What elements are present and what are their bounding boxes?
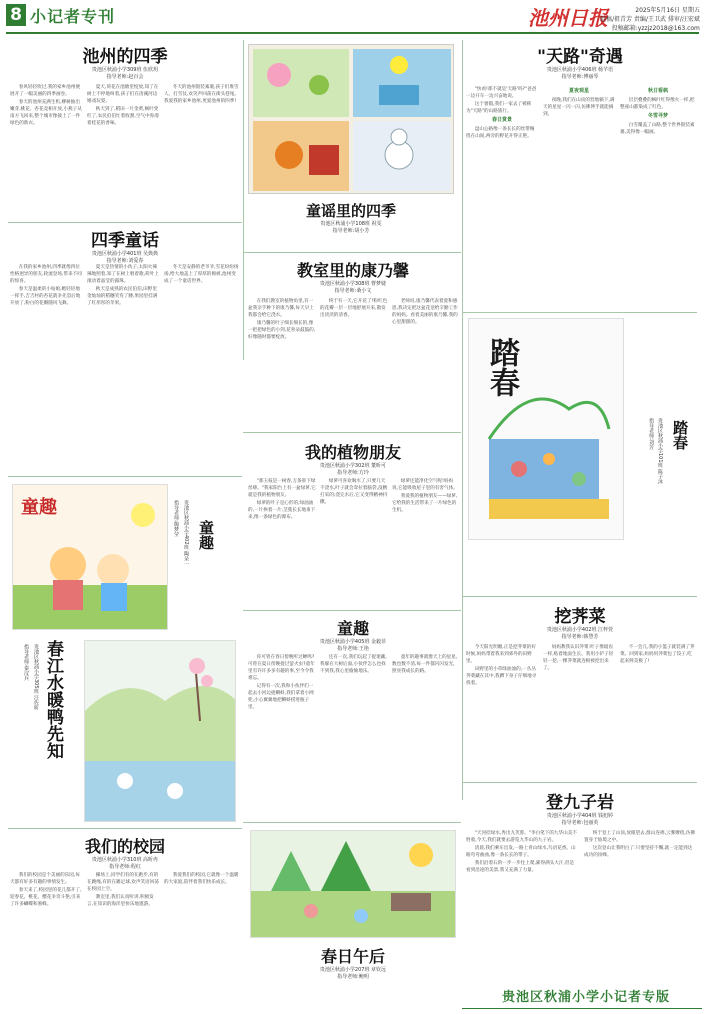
article-title: 春日午后 [320, 947, 385, 966]
article-teacher: 指导老师:陶梦莹 [173, 500, 179, 537]
issue-info [600, 6, 700, 33]
article-title: 童趣 [336, 619, 369, 638]
article-title: 四季童话 [91, 231, 159, 251]
article-body: 夏夜观星 夜晚,我们在山顶的营地躺下,满天的星星一闪一闪,仿佛伸手就能摘到。 [543, 88, 615, 117]
article-teacher: 指导老师:包丽英 [561, 820, 599, 826]
article-body: "快看!那不就是'天路'吗?"爸爸一边开车一边兴奋地说。 这个暑假,我们一家去了被称为"天路"的山路旅行。 春日赏景 盘山公路像一条长长的丝带缠绕在山间,两旁的野花开得正艳。 [466, 87, 537, 139]
article-teacher: 指导老师:秦汉兵 [23, 644, 29, 681]
article-byline: 贵池区秋浦小学404班 钱旭婷 [546, 813, 614, 819]
divider [462, 40, 463, 800]
article-body: "那玉枝是一树春,万条垂下绿丝绦。"我家阳台上有一盆绿萝,它就是我的植物朋友。 绿萝的叶子是心形的,绿油油的,一片挨着一片,茎蔓长长地垂下来,像一条绿色的瀑布。 [248, 479, 316, 520]
article-byline: 贵池区秋浦小学309班 伍欣玥 [91, 67, 159, 73]
article-title: 童谣里的四季 [305, 202, 396, 220]
article-body: 你可曾在春日傍晚听过蝉鸣?可曾在夏日傍晚捉过萤火虫?童年里有许许多多有趣的事,至今令我难忘。 记得有一次,我和小伙伴们一起去小河边捉蝌蚪,我们拿着小网兜,小心翼翼地把蝌蚪捞进瓶子里。 [248, 655, 315, 710]
article-teacher: 指导老师:程红 [109, 864, 141, 870]
article-byline: 贵池区秋浦小学108班 祝雯 [320, 221, 382, 227]
article-title: 我们的校园 [84, 837, 165, 856]
article-body: 夏天是热情的小伙子,太阳火辣辣地照着,知了在树上唱着歌,荷叶上滚动着晶莹的露珠。 秋天是成熟的农民伯伯,田野里金灿灿的稻穗笑弯了腰,果园里挂满了红彤彤的苹果。 [87, 265, 159, 306]
article-body: 妈妈教我认识荠菜:叶子像锯齿一样,贴着地面生长。我用小铲子轻轻一挖,一棵荠菜就连根被挖出来了。 [543, 645, 614, 671]
edition-footer: 贵池区秋浦小学小记者专版 [501, 990, 670, 1005]
painting-spring-outing [468, 318, 624, 540]
painting-childhood-fun [12, 484, 168, 630]
article-teacher: 指导老师:鲍明 [337, 974, 369, 980]
article-title: 踏春 [671, 420, 689, 450]
newspaper-logo: 池州日报 [528, 6, 608, 30]
article-body: 终于有一天,它开花了!粉红色的花瓣一层一层地舒展开来,散发出淡淡的清香。 [320, 299, 388, 318]
article-teacher: 指导老师:赵百会 [106, 74, 144, 80]
divider [463, 312, 697, 313]
divider [243, 610, 461, 611]
article-teacher: 指导老师:韩慧芳 [561, 634, 599, 640]
article-ballad-seasons [248, 200, 454, 235]
article-byline: 贵池区秋浦小学310班 高昕冉 [91, 857, 159, 863]
article-shepherds-purse [463, 602, 697, 641]
article-carnation [244, 258, 462, 295]
article-body: 冬天是安静的老爷爷,雪花纷纷扬扬,给大地盖上了厚厚的棉被,池州变成了一个童话世界。 [164, 265, 239, 284]
article-byline: 贵池区秋浦小学308班 曹梦婕 [319, 281, 387, 287]
article-byline: 贵池区秋浦小学302班 董昕可 [319, 463, 387, 469]
article-teacher: 指导老师:胡小芳 [332, 228, 370, 234]
divider [243, 432, 461, 433]
painting-calligraphy: 踏春 [484, 337, 519, 397]
article-byline: 贵池区秋浦小学405班 金毅菲 [319, 639, 387, 645]
article-byline: 贵池区秋浦小学402班 江梓萱 [546, 627, 614, 633]
article-our-campus [8, 834, 242, 871]
painting-calligraphy: 童趣 [21, 497, 57, 518]
article-byline: 贵池区秋浦小学207班 章钦远 [319, 967, 387, 973]
article-plant-friend [244, 440, 462, 477]
article-body: 今天阳光明媚,正是挖荠菜的好时候,妈妈带着我来到郊外的田野里。 田野里的小草绿油油的,一丛丛荠菜藏在其中,我蹲下身子仔细地寻找着。 [466, 645, 537, 686]
article-title: 童趣 [197, 520, 215, 550]
article-title: 挖荠菜 [554, 607, 606, 627]
painting-spring-afternoon [250, 830, 456, 938]
divider [8, 828, 242, 829]
article-teacher: 指导老师:傅丽琴 [561, 74, 599, 80]
divider [243, 40, 244, 360]
article-teacher: 指导老师:王艳 [337, 646, 369, 652]
article-body: 夏天,荷花在池塘里绽放,知了在树上不停地叫着,孩子们在清溪河边嬉戏玩耍。 秋天到了,稻田一片金黄,枫叶变红了,农民伯伯忙着收割,空气中弥漫着桂花的香味。 [87, 85, 159, 126]
subheading: 春日赏景 [491, 117, 512, 123]
article-teacher: 指导老师:刘芳 [648, 418, 654, 450]
article-body: 操场上,同学们有的在跑步,有的在跳绳,有的在踢足球,欢声笑语回荡在校园上空。 教室里,我们认真听讲,积极发言,在知识的海洋里快乐地遨游。 [87, 873, 159, 907]
article-teacher: 指导老师:刘爱春 [106, 258, 144, 264]
article-body: "天河挂绿水,秀出九芙蓉。"李白笔下的九华山美不胜收,今天,我们就要去游览九华山的九子岩。 清晨,我们乘车出发,一路上青山绿水,鸟语花香。山路弯弯曲曲,像一条长长的带子。 我们沿着石阶一步一步往上爬,累得满头大汗,但是看到沿途的美景,我又充满了力量。 [466, 831, 577, 873]
article-body: 还有一次,我们玩起了捉迷藏,我躲在大树后面,小伙伴怎么也找不到我,我心里偷偷地乐。 [320, 655, 387, 674]
page-number: 8 [6, 4, 26, 26]
article-byline: 贵池区秋浦小学401班 吴典典 [91, 251, 159, 257]
article-spring-afternoon [248, 944, 458, 981]
submit-email: 投稿邮箱:yzzjz2018@163.com [611, 25, 700, 32]
article-title: "天路"奇遇 [537, 47, 623, 67]
article-chizhou-seasons [8, 42, 242, 81]
article-jiuziyan [463, 788, 697, 827]
article-title: 春江水暖鸭先知 [43, 640, 63, 759]
article-title: 我的植物朋友 [304, 443, 401, 462]
article-byline: 贵池区秋浦小学406班 杨芊语 [546, 67, 614, 73]
section-title: 小记者专刊 [30, 7, 116, 26]
divider [243, 822, 461, 823]
article-title: 教室里的康乃馨 [296, 261, 409, 280]
article-title: 池州的四季 [82, 47, 168, 67]
article-childhood [244, 616, 462, 653]
divider [463, 782, 697, 783]
article-byline: 贵池区秋浦小学101班 陈子沐 [657, 418, 663, 485]
article-body: 我们的校园是个美丽的乐园,每天都有好多有趣的事情发生。 春天来了,校园里的花儿都开了,迎春花、桃花、樱花争奇斗艳,引来了许多蝴蝶和蜜蜂。 [10, 873, 82, 907]
article-body: 老师说,康乃馨代表着爱和感恩,我决定把这盆花送给辛勤工作的妈妈。看着美丽的康乃馨,我的心里甜甜的。 [392, 299, 458, 325]
issue-date: 2025年5月16日 星期五 [635, 7, 700, 14]
article-teacher: 指导老师:桑小文 [334, 288, 372, 294]
painting-ducks-illustration [85, 641, 236, 822]
divider [243, 252, 461, 253]
article-body: 绿萝还能净化空气呢!妈妈说,它能吸收屋子里的有害气体。 我爱我的植物朋友——绿萝,它给我的生活带来了一片绿色的生机。 [392, 479, 458, 513]
subheading: 冬雪寻梦 [647, 113, 668, 119]
painting-afternoon-illustration [251, 831, 456, 938]
painting-seasons [248, 44, 454, 194]
article-body: 在我的家乡池州,四季就像四位性格迥异的朋友,轮流登场,带来不同的惊喜。 春天是温柔的小姑娘,她轻轻地一挥手,吉吉村的杏花就争先恐后地开放了,粉白的花瓣随风飞舞。 [10, 265, 82, 306]
article-body: 绿萝可喜欢喝水了,只要几天不浇水,叶子就会耷拉着脑袋,没精打采的;浇完水后,它又变得精神抖擞。 [320, 479, 388, 505]
painting-ducks-river [84, 640, 236, 822]
article-sky-road [463, 42, 697, 81]
header-rule [6, 32, 699, 34]
painting-seasons-illustration [249, 45, 454, 194]
article-byline: 贵池区秋浦小学402班 陶朵一 [183, 500, 189, 567]
article-body: 冬天的池州银装素裹,孩子们堆雪人、打雪仗,欢笑声回荡在街头巷尾。我爱我的家乡池州,更爱池州的四季! [164, 85, 239, 104]
article-body: 终于登上了山顶,放眼望去,群山连绵,云雾缭绕,仿佛置身于仙境之中。 这次登山让我明白了:只要坚持不懈,就一定能到达成功的顶峰。 [584, 831, 696, 858]
editors: 组稿/祖青芳 责编/王卫武 排审/汪宏斌 [600, 16, 700, 23]
article-body: 我爱我们的校园,它就像一个温暖的大家庭,陪伴着我们快乐成长。 [164, 873, 239, 885]
article-body: 在我们教室的植物角里,有一盆我亲手种下的康乃馨,每天早上我都会给它浇水。 康乃馨的叶子细长细长的,像一把把绿色的小剑,花骨朵鼓鼓的,好像随时都要绽放。 [248, 299, 316, 340]
article-body: 童年的趣事就像天上的星星,数也数不清,每一件都闪闪发光,照亮我成长的路。 [392, 655, 458, 674]
article-body: 秋日看枫 层层叠叠的枫叶红得像火一样,把整座山都染成了红色。 冬雪寻梦 白雪覆盖了山路,整个世界银装素裹,美得像一幅画。 [620, 88, 695, 135]
subheading: 秋日看枫 [647, 88, 668, 94]
article-body: 春风轻轻吹过,我的家乡池州便展开了一幅美丽的四季画卷。 春天的池州充满生机,柳树抽出嫩芽,桃花、杏花竞相开放,小燕子从南方飞回来,整个城市像披上了一件绿色的新衣。 [10, 85, 82, 126]
article-title: 登九子岩 [546, 793, 614, 813]
article-seasons-fairytale [8, 226, 242, 265]
article-byline: 贵池区秋浦小学305班 汪佐昕 [33, 644, 39, 711]
divider [8, 476, 242, 477]
article-body: 不一会儿,我的小篮子就装满了荠菜。回到家,妈妈用荠菜包了饺子,吃起来鲜美极了! [620, 645, 695, 664]
divider [463, 596, 697, 597]
subheading: 夏夜观星 [568, 88, 589, 94]
divider [8, 222, 242, 223]
article-teacher: 指导老师:方玲 [337, 470, 369, 476]
footer-rule [462, 1008, 702, 1009]
